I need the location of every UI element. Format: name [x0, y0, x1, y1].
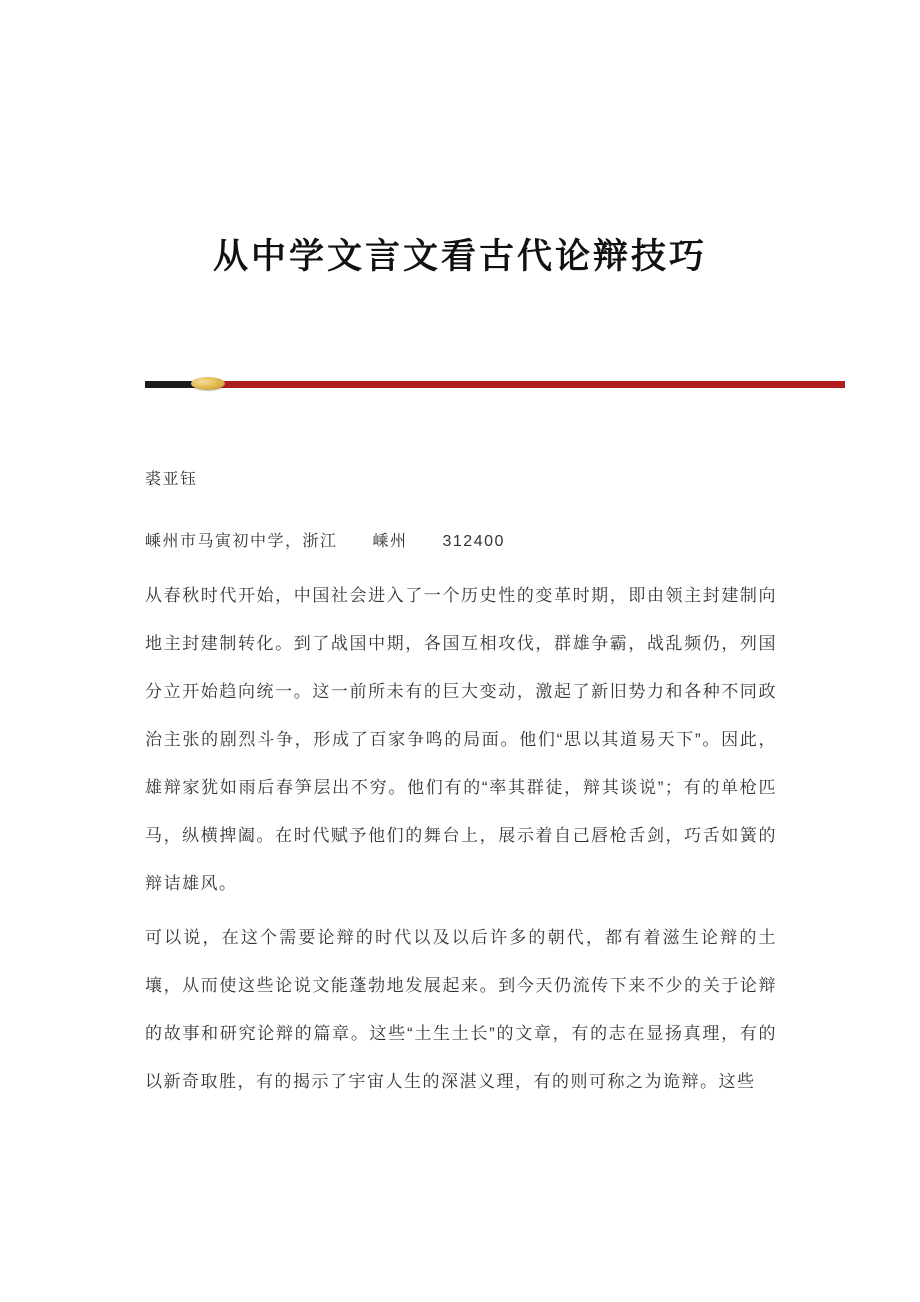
- title-divider: [145, 381, 845, 388]
- article-body: [145, 572, 777, 1112]
- paragraph: 可以说，在这个需要论辩的时代以及以后许多的朝代，都有着滋生论辩的土壤，从而使这些论说文能蓬勃地发展起来。到今天仍流传下来不少的关于论辩的故事和研究论辩的篇章。这些“土生土长”的文章，有的志在显扬真理，有的以新奇取胜，有的揭示了宇宙人生的深湛义理，有的则可称之为诡辩。这些: [145, 928, 777, 1091]
- paragraph: 从春秋时代开始，中国社会进入了一个历史性的变革时期，即由领主封建制向地主封建制转化。到了战国中期，各国互相攻伐，群雄争霸，战乱频仍，列国分立开始趋向统一。这一前所未有的巨大变动，激起了新旧势力和各种不同政治主张的剧烈斗争，形成了百家争鸣的局面。他们“思以其道易天下”。因此，雄辩家犹如雨后春笋层出不穷。他们有的“率其群徒，辩其谈说”；有的单枪匹马，纵横捭阖。在时代赋予他们的舞台上，展示着自己唇枪舌剑，巧舌如簧的辩诘雄风。: [145, 586, 777, 893]
- divider-bar: [145, 381, 845, 388]
- author-name: 裘亚钰: [145, 471, 198, 488]
- author-affiliation: 嵊州市马寅初中学，浙江 嵊州 312400: [145, 533, 505, 550]
- page-title: 从中学文言文看古代论辩技巧: [212, 236, 707, 278]
- divider-gold-ornament-icon: [191, 377, 225, 390]
